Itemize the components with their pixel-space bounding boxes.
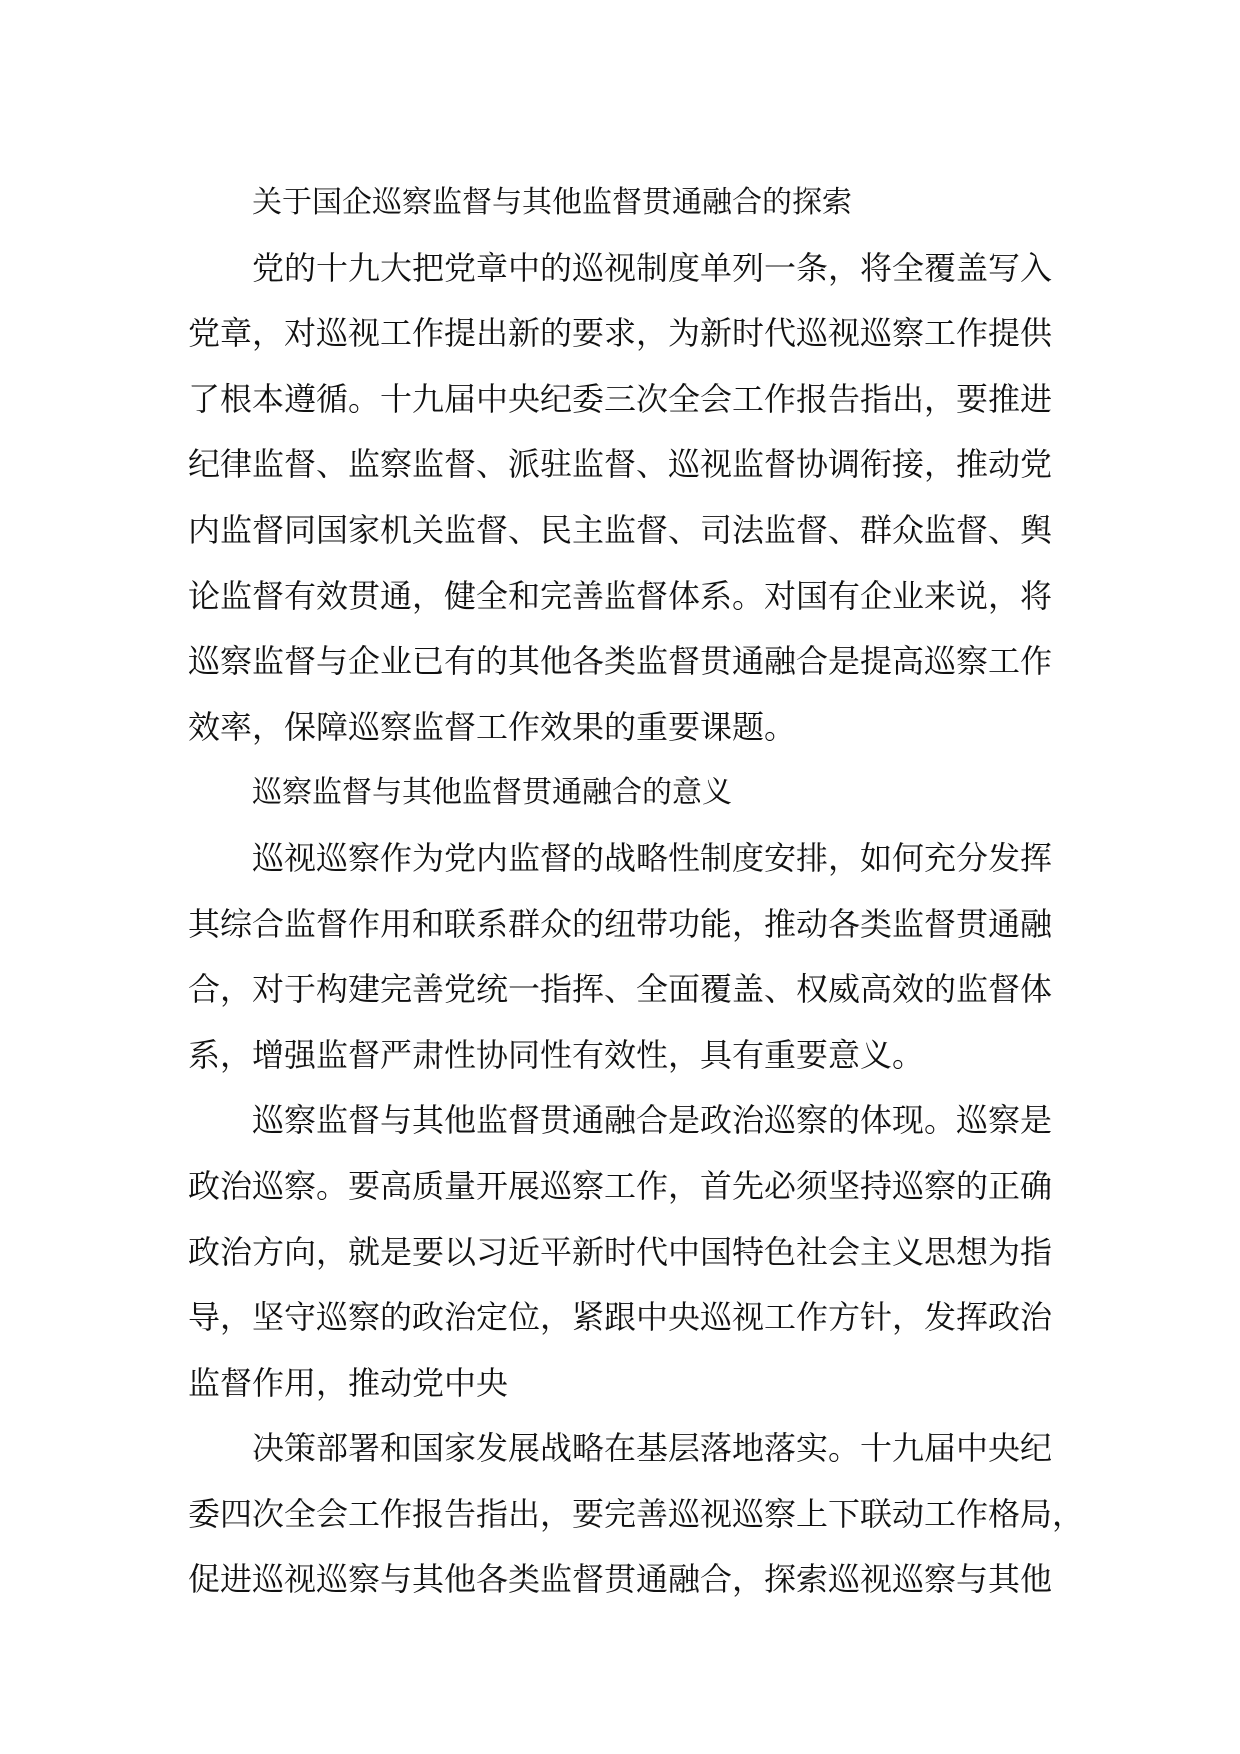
paragraph-line: 其综合监督作用和联系群众的纽带功能，推动各类监督贯通融 <box>188 904 1053 943</box>
paragraph-line: 纪律监督、监察监督、派驻监督、巡视监督协调衔接，推动党 <box>188 445 1053 484</box>
paragraph-intro <box>188 236 1088 761</box>
paragraph-line: 内监督同国家机关监督、民主监督、司法监督、群众监督、舆 <box>188 510 1053 549</box>
paragraph-political-inspection <box>188 1088 1088 1416</box>
paragraph-line: 合，对于构建完善党统一指挥、全面覆盖、权威高效的监督体 <box>188 970 1053 1009</box>
paragraph-line: 促进巡视巡察与其他各类监督贯通融合，探索巡视巡察与其他 <box>188 1560 1053 1599</box>
paragraph-line: 导，坚守巡察的政治定位，紧跟中央巡视工作方针，发挥政治 <box>188 1298 1053 1337</box>
paragraph-line: 了根本遵循。十九届中央纪委三次全会工作报告指出，要推进 <box>188 379 1053 418</box>
document-body <box>188 170 1088 1613</box>
paragraph-line: 决策部署和国家发展战略在基层落地落实。十九届中央纪 <box>252 1429 1053 1468</box>
section-heading: 巡察监督与其他监督贯通融合的意义 <box>252 775 732 811</box>
paragraph-line: 论监督有效贯通，健全和完善监督体系。对国有企业来说，将 <box>188 576 1053 615</box>
paragraph-significance <box>188 826 1088 1088</box>
paragraph-line: 监督作用，推动党中央 <box>188 1363 509 1402</box>
paragraph-line: 政治巡察。要高质量开展巡察工作，首先必须坚持巡察的正确 <box>188 1166 1053 1205</box>
paragraph-line: 效率，保障巡察监督工作效果的重要课题。 <box>188 707 797 746</box>
paragraph-line: 巡察监督与企业已有的其他各类监督贯通融合是提高巡察工作 <box>188 642 1053 681</box>
document-title: 关于国企巡察监督与其他监督贯通融合的探索 <box>252 185 852 220</box>
paragraph-line: 政治方向，就是要以习近平新时代中国特色社会主义思想为指 <box>188 1232 1053 1271</box>
paragraph-implementation <box>188 1416 1088 1613</box>
paragraph-line: 巡视巡察作为党内监督的战略性制度安排，如何充分发挥 <box>252 838 1053 877</box>
paragraph-line: 巡察监督与其他监督贯通融合是政治巡察的体现。巡察是 <box>252 1101 1053 1140</box>
paragraph-line: 党章，对巡视工作提出新的要求，为新时代巡视巡察工作提供 <box>188 314 1053 353</box>
paragraph-line: 党的十九大把党章中的巡视制度单列一条，将全覆盖写入 <box>252 248 1053 287</box>
paragraph-line: 委四次全会工作报告指出，要完善巡视巡察上下联动工作格局， <box>188 1494 1085 1533</box>
paragraph-line: 系，增强监督严肃性协同性有效性，具有重要意义。 <box>188 1035 925 1074</box>
